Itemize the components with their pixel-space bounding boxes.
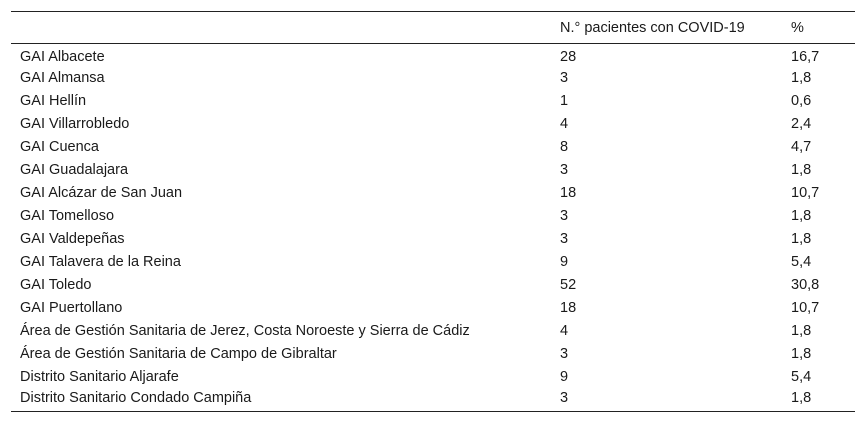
percent-cell: 2,4	[791, 116, 812, 132]
percent-cell: 10,7	[791, 185, 820, 201]
area-cell: GAI Alcázar de San Juan	[20, 185, 183, 201]
table-row	[11, 44, 855, 67]
patients-cell: 52	[560, 277, 577, 293]
patients-cell: 9	[560, 254, 569, 270]
table-row	[11, 136, 855, 159]
area-cell: Área de Gestión Sanitaria de Campo de Gibraltar	[20, 346, 337, 362]
area-cell: Área de Gestión Sanitaria de Jerez, Costa Noroeste y Sierra de Cádiz	[20, 323, 470, 339]
percent-cell: 1,8	[791, 208, 812, 224]
table-row	[11, 67, 855, 90]
header-area	[11, 12, 551, 44]
table-row	[11, 90, 855, 113]
table-row	[11, 228, 855, 251]
table-row	[11, 274, 855, 297]
area-cell: GAI Guadalajara	[20, 162, 129, 178]
percent-cell: 0,6	[791, 93, 812, 109]
percent-cell: 5,4	[791, 369, 812, 385]
patients-cell: 3	[560, 346, 569, 362]
area-cell: Distrito Sanitario Condado Campiña	[20, 389, 252, 406]
patients-cell: 9	[560, 369, 569, 385]
table-row	[11, 389, 855, 412]
area-cell: Distrito Sanitario Aljarafe	[20, 369, 179, 385]
patients-cell: 1	[560, 93, 569, 109]
covid-patients-table	[11, 11, 855, 412]
area-cell: GAI Cuenca	[20, 139, 99, 155]
area-cell: GAI Villarrobledo	[20, 116, 130, 132]
patients-cell: 3	[560, 162, 569, 178]
table-body	[11, 44, 855, 412]
percent-cell: 1,8	[791, 323, 812, 339]
percent-cell: 1,8	[791, 389, 812, 406]
percent-cell: 30,8	[791, 277, 820, 293]
patients-cell: 4	[560, 323, 569, 339]
header-patients: N.° pacientes con COVID-19	[560, 19, 745, 36]
area-cell: GAI Albacete	[20, 48, 105, 65]
percent-cell: 1,8	[791, 231, 812, 247]
area-cell: GAI Almansa	[20, 70, 105, 86]
table-row	[11, 297, 855, 320]
header-row	[11, 12, 855, 44]
area-cell: GAI Valdepeñas	[20, 231, 125, 247]
patients-cell: 3	[560, 389, 569, 406]
patients-cell: 18	[560, 300, 577, 316]
percent-cell: 10,7	[791, 300, 820, 316]
percent-cell: 1,8	[791, 346, 812, 362]
area-cell: GAI Talavera de la Reina	[20, 254, 181, 270]
table-row	[11, 182, 855, 205]
table-row	[11, 159, 855, 182]
table-row	[11, 205, 855, 228]
patients-cell: 3	[560, 70, 569, 86]
percent-cell: 1,8	[791, 70, 812, 86]
percent-cell: 1,8	[791, 162, 812, 178]
table-row	[11, 366, 855, 389]
patients-cell: 8	[560, 139, 569, 155]
table-row	[11, 320, 855, 343]
percent-cell: 16,7	[791, 48, 820, 65]
area-cell: GAI Tomelloso	[20, 208, 115, 224]
patients-cell: 3	[560, 231, 569, 247]
patients-cell: 3	[560, 208, 569, 224]
percent-cell: 5,4	[791, 254, 812, 270]
patients-cell: 28	[560, 48, 577, 65]
patients-cell: 18	[560, 185, 577, 201]
percent-cell: 4,7	[791, 139, 812, 155]
covid-patients-table-container	[11, 11, 855, 412]
header-percent: %	[791, 19, 804, 36]
patients-cell: 4	[560, 116, 569, 132]
area-cell: GAI Hellín	[20, 93, 87, 109]
table-row	[11, 251, 855, 274]
table-header	[11, 12, 855, 44]
table-row	[11, 113, 855, 136]
area-cell: GAI Puertollano	[20, 300, 123, 316]
table-row	[11, 343, 855, 366]
area-cell: GAI Toledo	[20, 277, 92, 293]
